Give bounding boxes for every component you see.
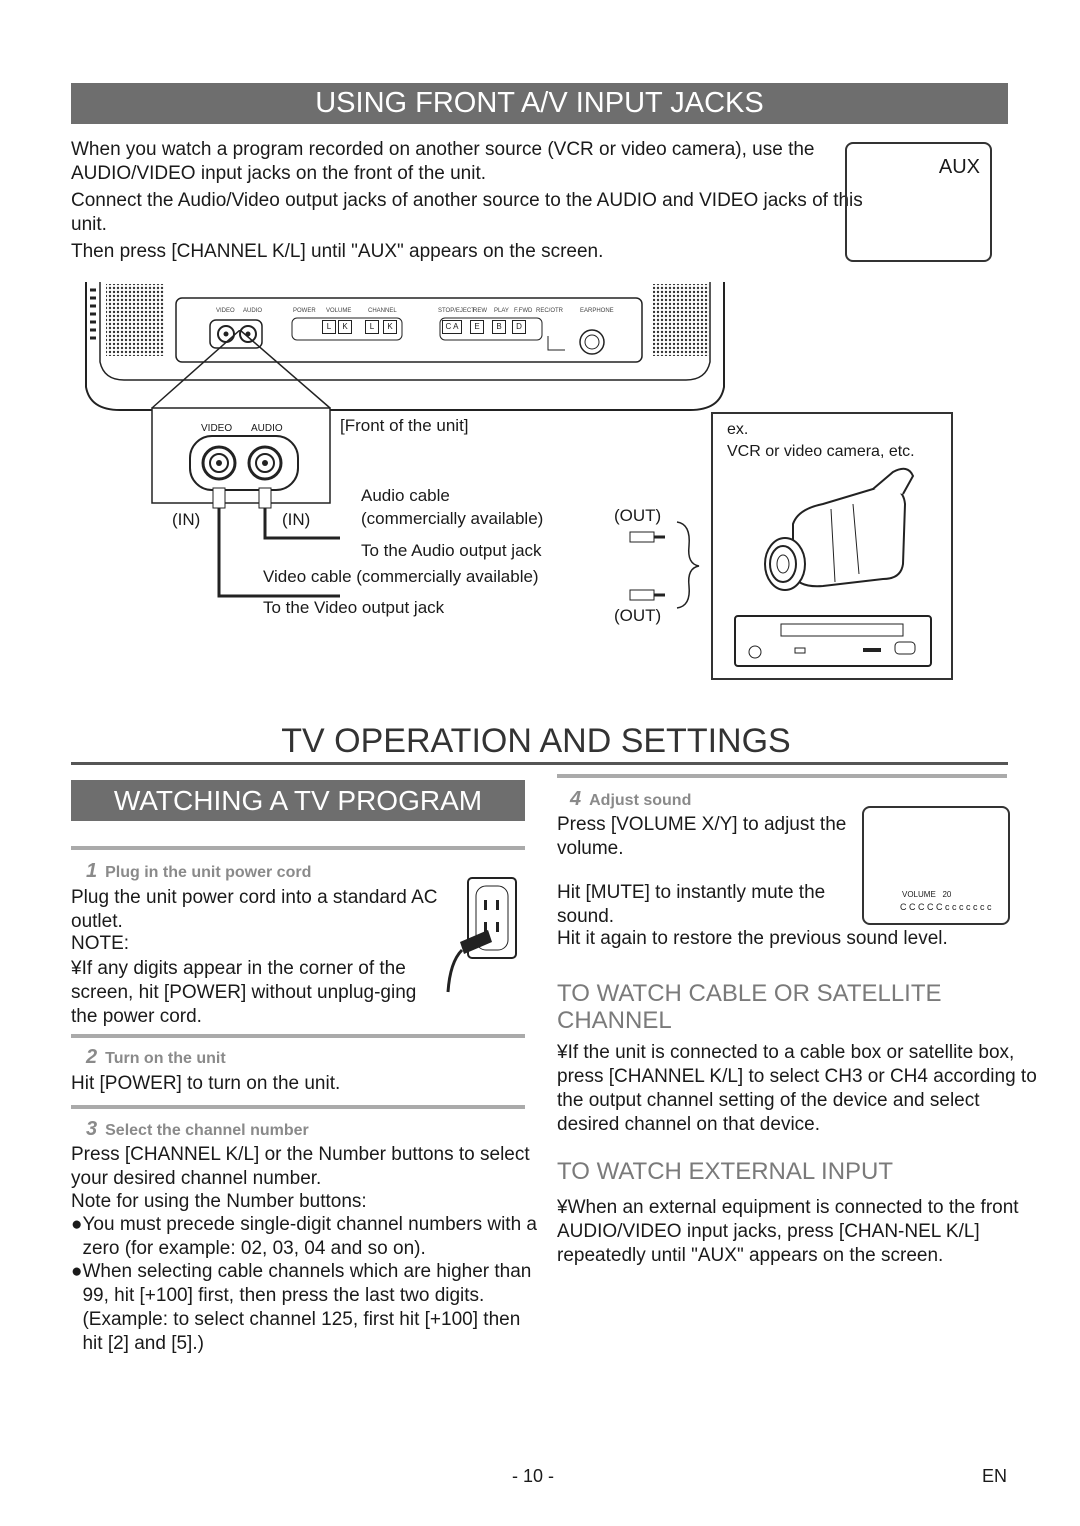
volume-screen-bar: C C C C C c c c c c c c bbox=[900, 902, 992, 912]
bullet-icon: ● bbox=[71, 1261, 83, 1282]
panel-play-button: B bbox=[492, 320, 506, 334]
step1-text: Plug the unit power cord into a standard AC outlet. bbox=[71, 887, 438, 932]
step4-mute-text: Hit [MUTE] to instantly mute the sound. bbox=[557, 882, 826, 927]
step3-text: Press [CHANNEL K/L] or the Number buttons to select your desired channel number. bbox=[71, 1144, 530, 1189]
section-banner-front-av: USING FRONT A/V INPUT JACKS bbox=[71, 83, 1008, 124]
source-device-label: VCR or video camera, etc. bbox=[727, 443, 915, 460]
cable-satellite-heading: TO WATCH CABLE OR SATELLITE CHANNEL bbox=[557, 980, 942, 1034]
panel-label-audio: AUDIO bbox=[243, 308, 263, 314]
panel-volume-up-button: K bbox=[338, 320, 352, 334]
video-camera-icon bbox=[753, 464, 933, 604]
step3-bullet-1-text: You must precede single-digit channel numbers with a zero (for example: 02, 03, 04 and so on). bbox=[82, 1214, 537, 1259]
zoom-label-video: VIDEO bbox=[201, 423, 233, 434]
panel-rew-button: E bbox=[470, 320, 484, 334]
panel-label-earphone: EARPHONE bbox=[580, 308, 614, 314]
panel-label-power: POWER bbox=[293, 308, 316, 314]
step3-note: Note for using the Number buttons: bbox=[71, 1191, 367, 1212]
vcr-icon bbox=[733, 612, 933, 670]
step2-heading bbox=[86, 1046, 226, 1069]
step3-rule bbox=[71, 1105, 525, 1109]
step1-heading bbox=[86, 860, 311, 883]
page-number: - 10 - bbox=[512, 1466, 555, 1486]
front-av-paragraph-1: When you watch a program recorded on another source (VCR or video camera), use the AUDIO/VIDEO input jacks on the front of the unit. bbox=[71, 139, 815, 184]
step3-bullet-2-text: When selecting cable channels which are higher than 99, hit [+100] first, then press the last two digits. (Example: to select channel 125, first hit [+100] then hit [2] and [5].) bbox=[82, 1261, 532, 1354]
video-in-label: (IN) bbox=[172, 510, 201, 529]
step4-restore-text: Hit it again to restore the previous sound level. bbox=[557, 928, 948, 949]
panel-label-ffwd: F.FWD bbox=[514, 308, 533, 314]
audio-out-label: (OUT) bbox=[614, 506, 662, 525]
step1-label: Plug in the unit power cord bbox=[105, 864, 312, 881]
panel-stop-eject-button: C A bbox=[442, 320, 462, 334]
panel-label-stop-eject: STOP/EJECT bbox=[438, 308, 475, 314]
language-code: EN bbox=[982, 1466, 1008, 1486]
step4-number: 4 bbox=[570, 788, 582, 810]
step1-number: 1 bbox=[86, 860, 98, 882]
panel-label-rew: REW bbox=[473, 308, 487, 314]
audio-cable-label: Audio cable bbox=[361, 486, 450, 505]
panel-label-volume: VOLUME bbox=[326, 308, 352, 314]
bullet-icon: ● bbox=[71, 1214, 83, 1235]
panel-volume-down-button: L bbox=[322, 320, 336, 334]
step1-rule bbox=[71, 846, 525, 850]
to-audio-output-label: To the Audio output jack bbox=[361, 541, 542, 560]
volume-screen-display bbox=[862, 806, 1010, 925]
step3-number: 3 bbox=[86, 1118, 98, 1140]
video-cable-label: Video cable (commercially available) bbox=[263, 567, 539, 586]
rca-plugs-and-brace bbox=[625, 520, 705, 620]
source-device-box bbox=[711, 412, 953, 680]
step3-heading bbox=[86, 1118, 309, 1141]
tv-operation-title: TV OPERATION AND SETTINGS bbox=[281, 722, 791, 760]
zoom-label-audio: AUDIO bbox=[251, 423, 283, 434]
external-input-heading: TO WATCH EXTERNAL INPUT bbox=[557, 1158, 894, 1185]
step4-label: Adjust sound bbox=[589, 792, 692, 809]
step3-bullet-1 bbox=[71, 1213, 541, 1261]
panel-ffwd-button: D bbox=[512, 320, 526, 334]
cable-satellite-text: ¥If the unit is connected to a cable box or satellite box, press [CHANNEL K/L] to select CH3 or CH4 according to the output channel setting of the device and select desired channel on that device. bbox=[557, 1042, 1037, 1135]
aux-screen-display bbox=[845, 142, 992, 262]
aux-screen-text: AUX bbox=[938, 156, 980, 178]
video-out-label: (OUT) bbox=[614, 606, 662, 625]
step1-note-text: ¥If any digits appear in the corner of the screen, hit [POWER] without unplug-ging the power cord. bbox=[71, 958, 417, 1027]
volume-screen-label: VOLUME 20 bbox=[902, 890, 952, 899]
panel-channel-down-button: L bbox=[365, 320, 379, 334]
step3-label: Select the channel number bbox=[105, 1122, 309, 1139]
power-outlet-icon bbox=[440, 872, 525, 997]
step3-bullet-2 bbox=[71, 1260, 541, 1356]
step2-label: Turn on the unit bbox=[105, 1050, 226, 1067]
step2-rule bbox=[71, 1034, 525, 1038]
to-video-output-label: To the Video output jack bbox=[263, 598, 445, 617]
watching-tv-banner: WATCHING A TV PROGRAM bbox=[71, 780, 525, 821]
audio-cable-commercial-label: (commercially available) bbox=[361, 509, 544, 528]
front-of-unit-label: [Front of the unit] bbox=[340, 416, 469, 435]
panel-label-play: PLAY bbox=[494, 308, 509, 314]
external-input-text: ¥When an external equipment is connected to the front AUDIO/VIDEO input jacks, press [CHAN-NEL K/L] repeatedly until "AUX" appears on the screen. bbox=[557, 1197, 1019, 1266]
tv-operation-rule bbox=[71, 762, 1008, 765]
front-av-paragraph-2: Connect the Audio/Video output jacks of another source to the AUDIO and VIDEO jacks of this unit. bbox=[71, 190, 863, 235]
step4-rule bbox=[557, 774, 1007, 778]
step1-note-label: NOTE: bbox=[71, 933, 130, 954]
step2-text: Hit [POWER] to turn on the unit. bbox=[71, 1073, 341, 1094]
step4-text: Press [VOLUME X/Y] to adjust the volume. bbox=[557, 814, 847, 859]
ex-label: ex. bbox=[727, 421, 749, 438]
panel-label-video: VIDEO bbox=[216, 308, 235, 314]
step4-heading bbox=[570, 788, 691, 811]
front-av-paragraph-3: Then press [CHANNEL K/L] until "AUX" appears on the screen. bbox=[71, 241, 604, 262]
panel-label-rec-otr: REC/OTR bbox=[536, 308, 563, 314]
step2-number: 2 bbox=[86, 1046, 98, 1068]
panel-label-channel: CHANNEL bbox=[368, 308, 397, 314]
audio-in-label: (IN) bbox=[282, 510, 311, 529]
panel-channel-up-button: K bbox=[383, 320, 397, 334]
